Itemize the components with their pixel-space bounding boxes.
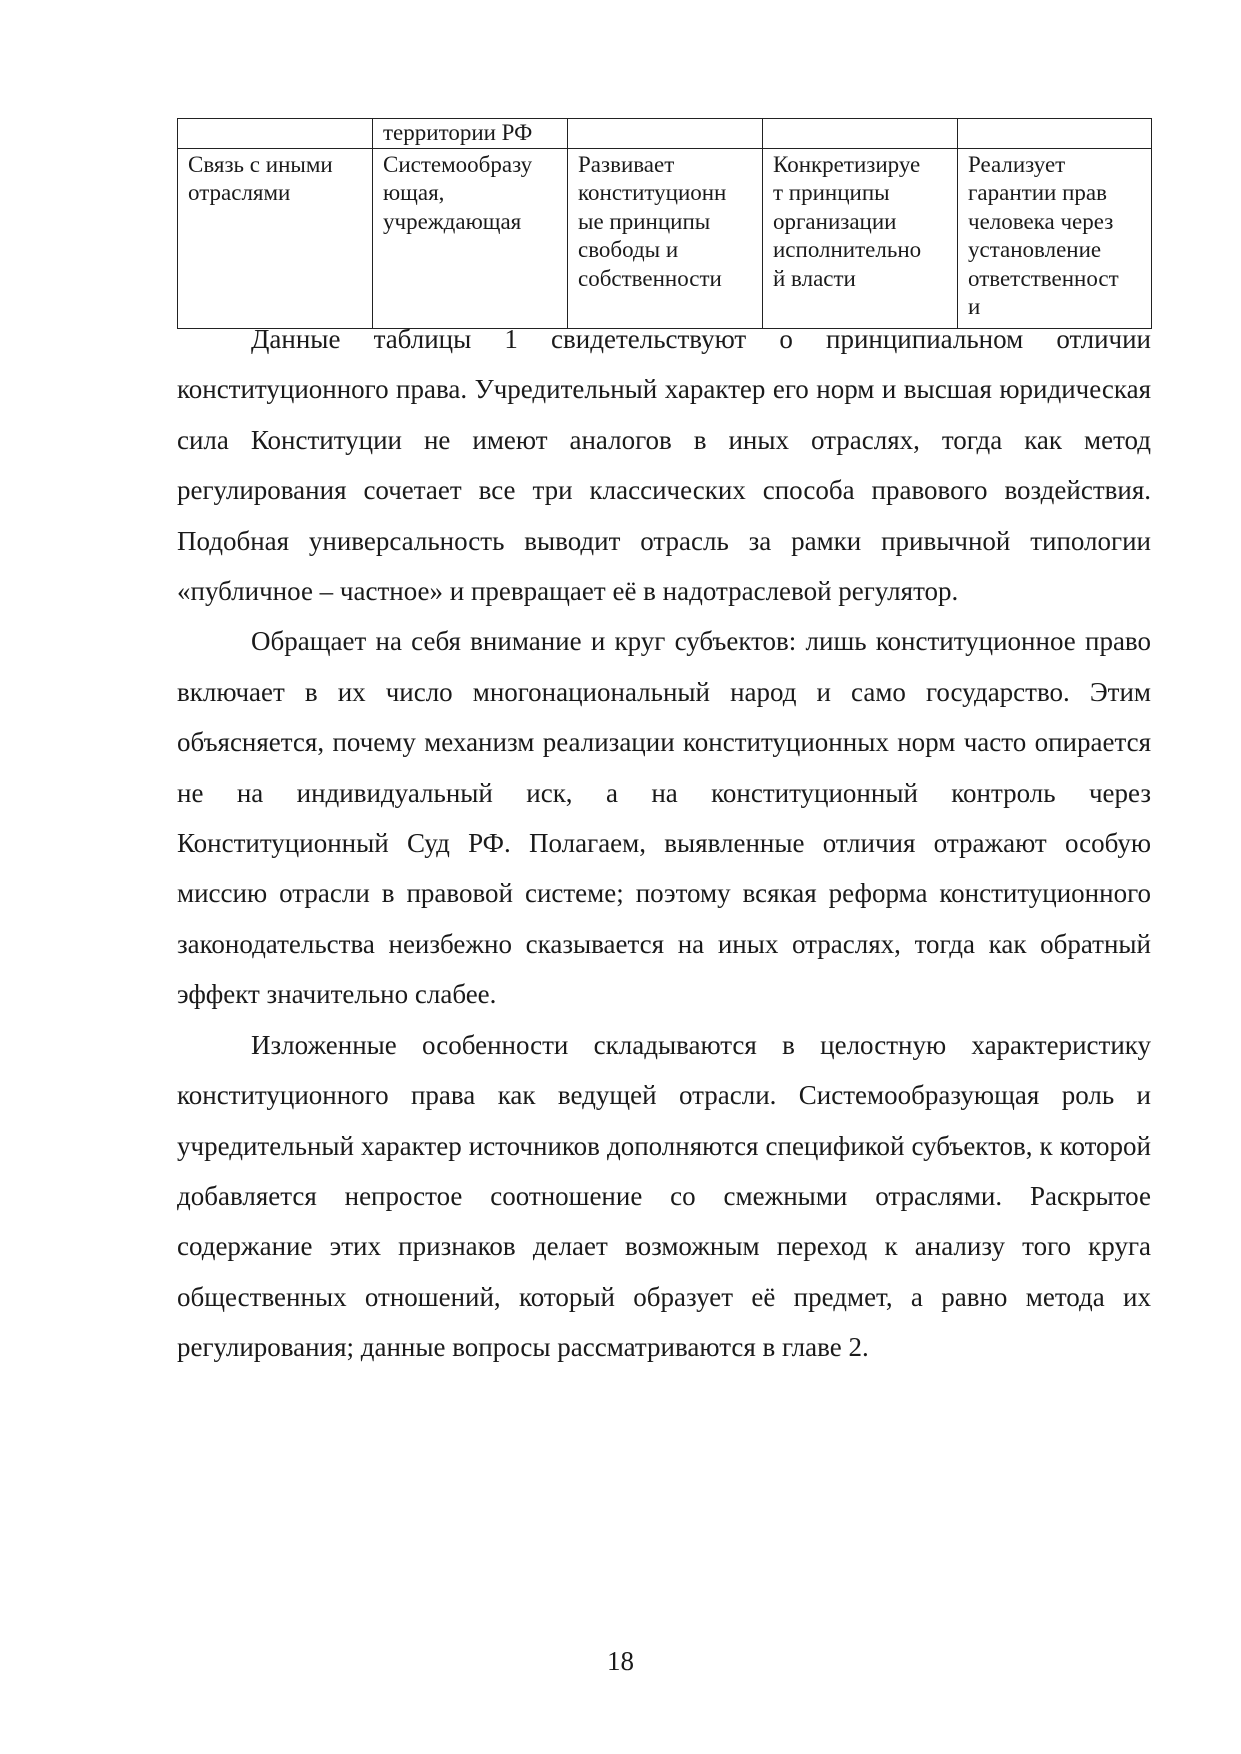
table-cell: территории РФ: [373, 119, 568, 149]
table-cell: Развивает конституционн ые принципы свободы и собственности: [568, 148, 763, 328]
paragraph: Обращает на себя внимание и круг субъектов: лишь конституционное право включает в их число многонациональный народ и само государство. Этим объясняется, почему механизм реализации конституционных норм часто опирается не на индивидуальный иск, а на конституционный контроль через Конституционный Суд РФ. Полагаем, выявленные отличия отражают особую миссию отрасли в правовой системе; поэтому всякая реформа конституционного законодательства неизбежно сказывается на иных отраслях, тогда как обратный эффект значительно слабее.: [177, 626, 1151, 1010]
table-row: [178, 148, 1152, 328]
paragraph: Данные таблицы 1 свидетельствуют о принципиальном отличии конституционного права. Учредительный характер его норм и высшая юридическая сила Конституции не имеют аналогов в иных отраслях, тогда как метод регулирования сочетает все три классических способа правового воздействия. Подобная универсальность выводит отрасль за рамки привычной типологии «публичное – частное» и превращает её в надотраслевой регулятор.: [177, 324, 1151, 607]
table-cell-row-label: Связь с иными отраслями: [178, 148, 373, 328]
table-cell: Системообразу ющая, учреждающая: [373, 148, 568, 328]
table-cell: [178, 119, 373, 149]
table-cell: [763, 119, 958, 149]
table-cell: [958, 119, 1152, 149]
table-cell: Конкретизируе т принципы организации исполнительно й власти: [763, 148, 958, 328]
table-cell: Реализует гарантии прав человека через установление ответственност и: [958, 148, 1152, 328]
body-text: [177, 314, 1151, 1373]
comparison-table: [177, 118, 1152, 329]
paragraph: Изложенные особенности складываются в целостную характеристику конституционного права как ведущей отрасли. Системообразующая роль и учредительный характер источников дополняются спецификой субъектов, к которой добавляется непростое соотношение со смежными отраслями. Раскрытое содержание этих признаков делает возможным переход к анализу того круга общественных отношений, который образует её предмет, а равно метода их регулирования; данные вопросы рассматриваются в главе 2.: [177, 1029, 1151, 1363]
page-number: 18: [607, 1646, 634, 1676]
table-row: [178, 119, 1152, 149]
table-cell: [568, 119, 763, 149]
